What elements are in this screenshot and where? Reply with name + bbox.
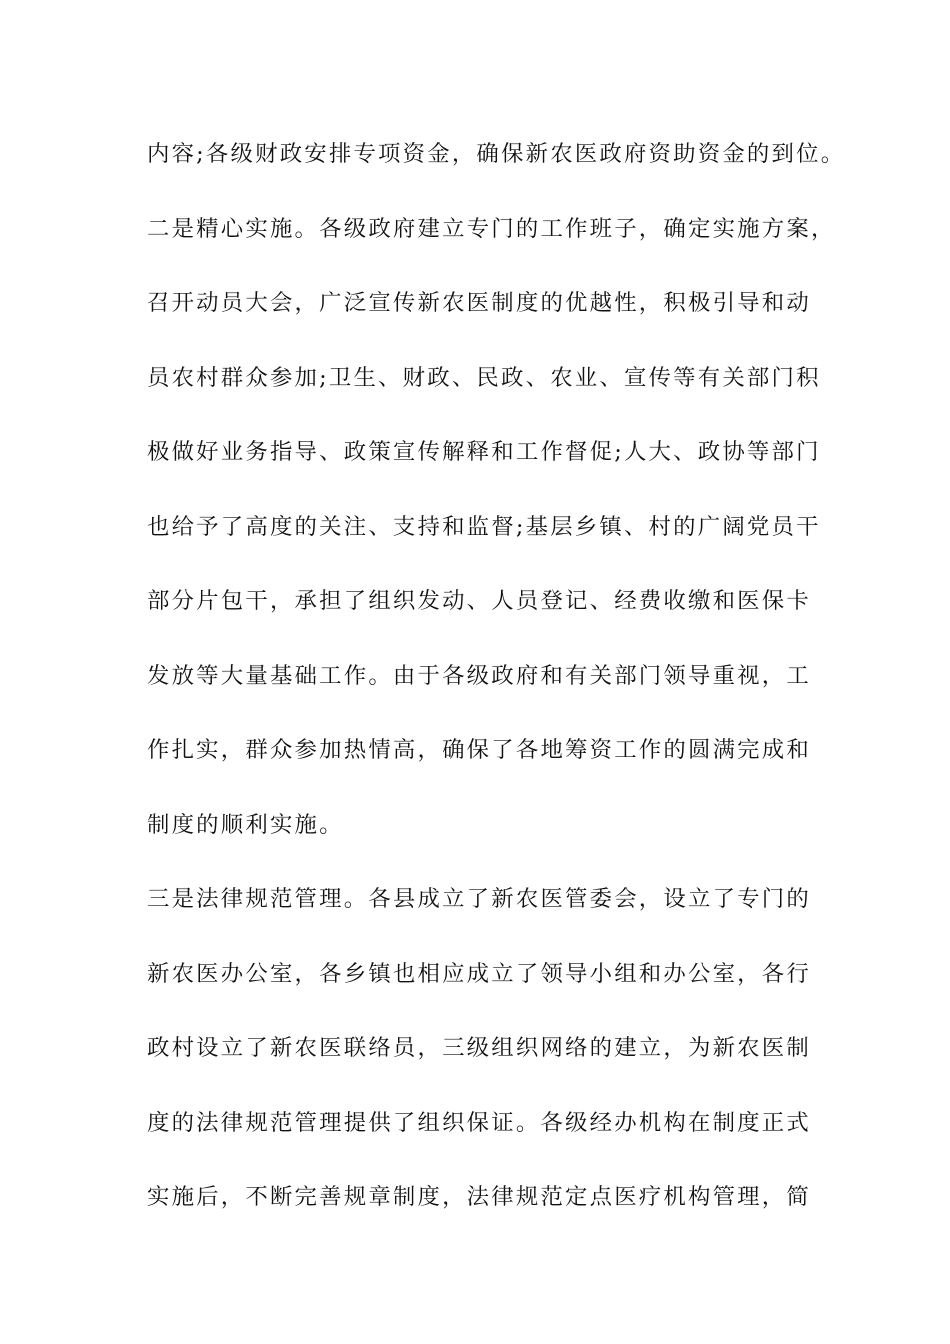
text-line: 召开动员大会，广泛宣传新农医制度的优越性，积极引导和动 [147,290,811,316]
text-line: 极做好业务指导、政策宣传解释和工作督促;人大、政协等部门 [147,439,821,465]
text-line: 也给予了高度的关注、支持和监督;基层乡镇、村的广阔党员干 [147,513,821,540]
text-line: 员农村群众参加;卫生、财政、民政、农业、宣传等有关部门积 [147,364,821,391]
text-line: 度的法律规范管理提供了组织保证。各级经办机构在制度正式 [147,1109,811,1136]
text-line: 发放等大量基础工作。由于各级政府和有关部门领导重视，工 [147,662,811,689]
text-line: 新农医办公室，各乡镇也相应成立了领导小组和办公室，各行 [147,960,811,987]
text-line: 制度的顺利实施。 [147,811,344,838]
text-line: 三是法律规范管理。各县成立了新农医管委会，设立了专门的 [147,886,811,912]
text-line: 内容;各级财政安排专项资金，确保新农医政府资助资金的到位。 [147,141,846,167]
text-line: 实施后，不断完善规章制度，法律规范定点医疗机构管理，简 [147,1184,811,1210]
text-line: 作扎实，群众参加热情高，确保了各地筹资工作的圆满完成和 [147,737,811,763]
text-line: 部分片包干，承担了组织发动、人员登记、经费收缴和医保卡 [147,588,811,614]
text-line: 二是精心实施。各级政府建立专门的工作班子，确定实施方案， [147,215,836,242]
text-line: 政村设立了新农医联络员，三级组织网络的建立，为新农医制 [147,1035,811,1061]
document-body [147,117,846,1235]
